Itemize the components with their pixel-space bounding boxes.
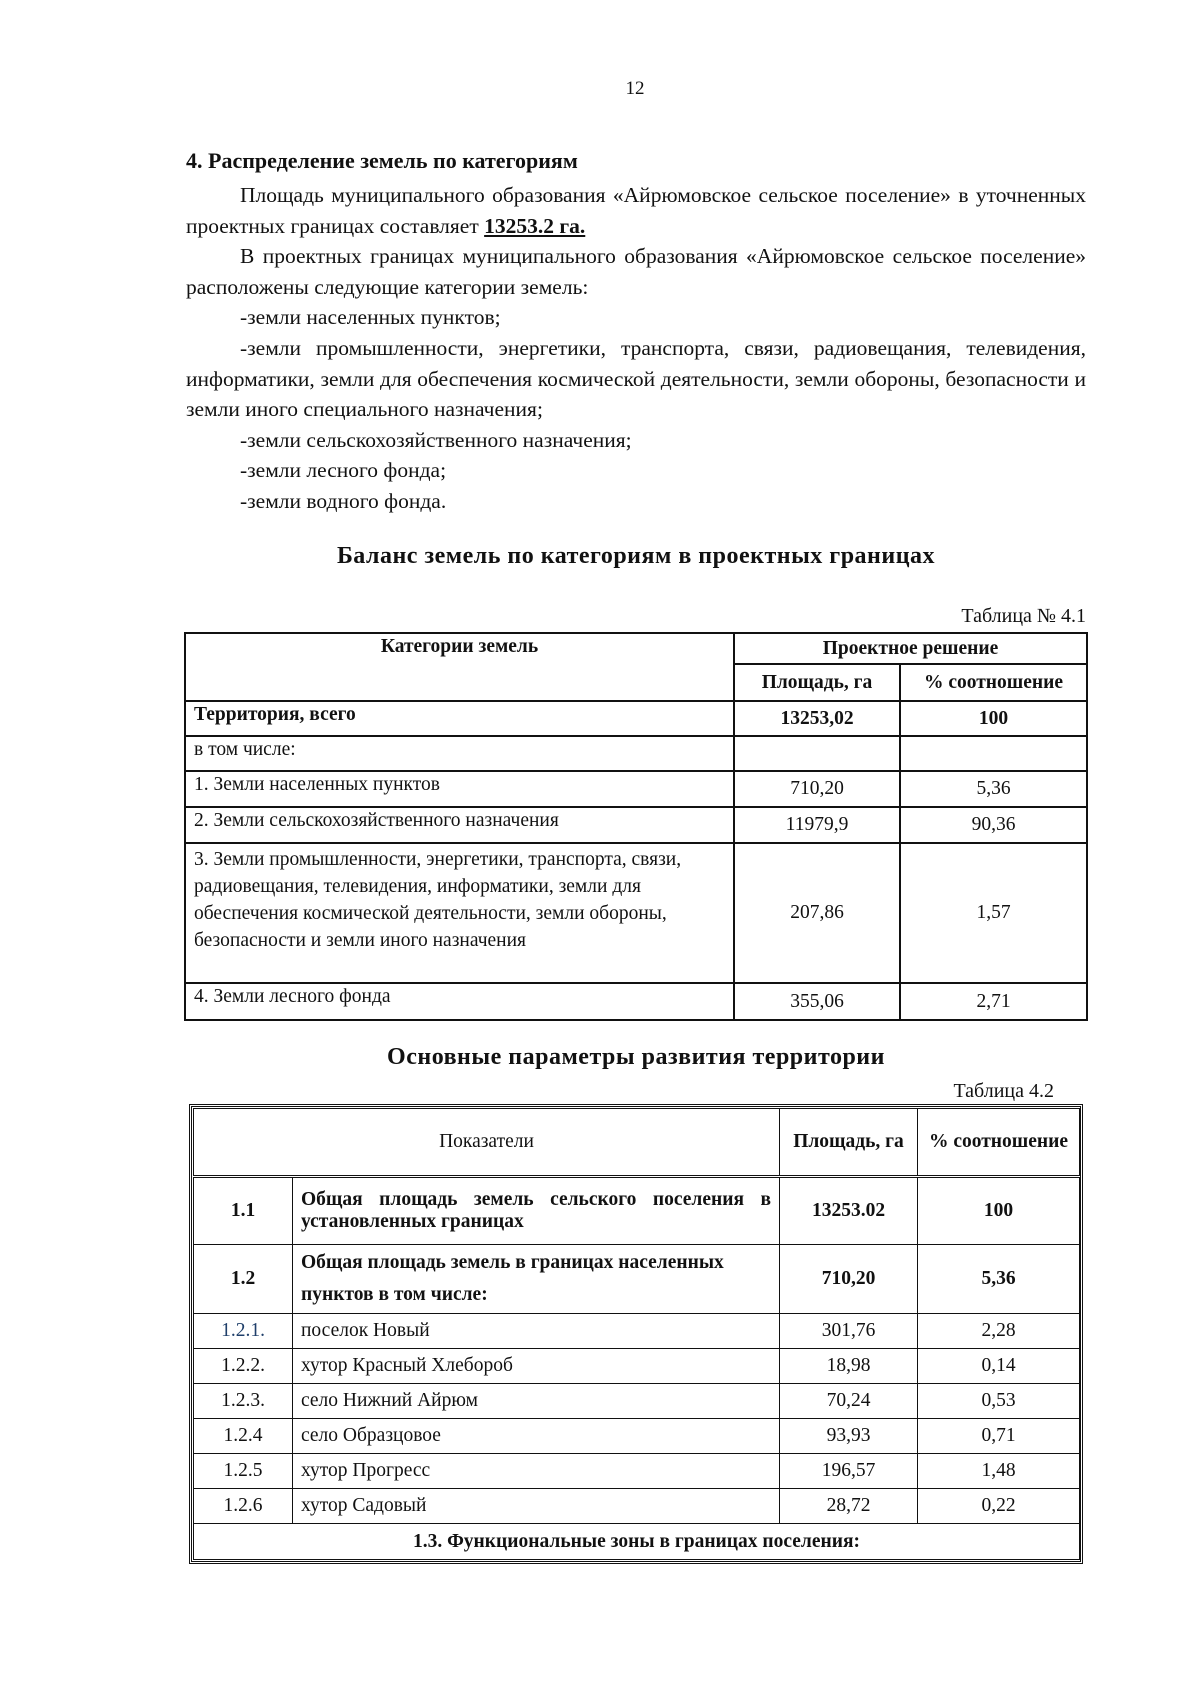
row-percent: 100 — [900, 701, 1087, 736]
table-row — [194, 1177, 1080, 1245]
table-row — [185, 843, 1087, 983]
row-percent: 0,71 — [918, 1419, 1080, 1454]
table2-caption: Таблица 4.2 — [953, 1080, 1054, 1102]
table-row — [194, 1454, 1080, 1489]
row-area: 355,06 — [734, 983, 900, 1020]
row-area: 207,86 — [734, 843, 900, 983]
row-area: 710,20 — [780, 1245, 918, 1314]
list-item: -земли промышленности, энергетики, транспорта, связи, радиовещания, телевидения, информатики, земли для обеспечения космической деятельности, земли обороны, безопасности и земли иного специального назначения; — [186, 335, 1086, 422]
row-percent: 0,22 — [918, 1489, 1080, 1524]
table-row — [194, 1245, 1080, 1314]
table2-title: Основные параметры развития территории — [387, 1044, 885, 1070]
table-row — [194, 1419, 1080, 1454]
paragraph-categories: В проектных границах муниципального образования «Айрюмовское сельское поселение» расположены следующие категории земель: — [186, 244, 1086, 299]
table-row — [194, 1314, 1080, 1349]
table1-caption: Таблица № 4.1 — [961, 605, 1086, 627]
row-label: село Образцовое — [293, 1419, 780, 1454]
row-area: 93,93 — [780, 1419, 918, 1454]
development-parameters-table — [189, 1104, 1083, 1564]
functional-zones-row: 1.3. Функциональные зоны в границах поселения: — [194, 1524, 1080, 1560]
row-label: Общая площадь земель в границах населенных пунктов в том числе: — [293, 1245, 780, 1314]
table-row — [185, 983, 1087, 1020]
row-number: 1.2.5 — [194, 1454, 293, 1489]
header-category: Категории земель — [185, 633, 734, 701]
row-area: 28,72 — [780, 1489, 918, 1524]
row-percent: 90,36 — [900, 807, 1087, 843]
row-number: 1.2.6 — [194, 1489, 293, 1524]
row-label: в том числе: — [185, 736, 734, 771]
row-number: 1.2.2. — [194, 1349, 293, 1384]
row-area: 13253.02 — [780, 1177, 918, 1245]
row-label: хутор Красный Хлебороб — [293, 1349, 780, 1384]
row-area: 70,24 — [780, 1384, 918, 1419]
row-area: 18,98 — [780, 1349, 918, 1384]
table-footer-row — [194, 1524, 1080, 1560]
row-label: село Нижний Айрюм — [293, 1384, 780, 1419]
header-percent: % соотношение — [918, 1109, 1080, 1177]
table-row — [194, 1384, 1080, 1419]
row-label: 4. Земли лесного фонда — [185, 983, 734, 1020]
row-percent: 5,36 — [918, 1245, 1080, 1314]
row-percent: 0,53 — [918, 1384, 1080, 1419]
row-label: Территория, всего — [185, 701, 734, 736]
list-item: -земли сельскохозяйственного назначения; — [240, 427, 632, 452]
header-percent: % соотношение — [900, 664, 1087, 701]
row-area — [734, 736, 900, 771]
row-percent: 2,71 — [900, 983, 1087, 1020]
land-balance-table — [184, 632, 1088, 1021]
row-number: 1.2 — [194, 1245, 293, 1314]
total-area-value: 13253.2 га. — [484, 213, 586, 238]
row-percent: 0,14 — [918, 1349, 1080, 1384]
list-item: -земли населенных пунктов; — [240, 305, 501, 330]
table-row — [194, 1489, 1080, 1524]
row-area: 710,20 — [734, 771, 900, 807]
table-row — [194, 1349, 1080, 1384]
row-label: 1. Земли населенных пунктов — [185, 771, 734, 807]
table-header-row — [194, 1109, 1080, 1177]
row-area: 196,57 — [780, 1454, 918, 1489]
row-number: 1.2.1. — [194, 1314, 293, 1349]
row-label: 3. Земли промышленности, энергетики, транспорта, связи, радиовещания, телевидения, информатики, земли для обеспечения космической деятельности, земли обороны, безопасности и земли иного назначения — [185, 843, 734, 983]
row-area: 13253,02 — [734, 701, 900, 736]
row-percent: 1,57 — [900, 843, 1087, 983]
list-item: -земли лесного фонда; — [240, 458, 447, 483]
row-percent: 5,36 — [900, 771, 1087, 807]
header-indicators: Показатели — [194, 1109, 780, 1177]
row-percent: 2,28 — [918, 1314, 1080, 1349]
row-percent — [900, 736, 1087, 771]
table-row — [185, 701, 1087, 736]
list-item: -земли водного фонда. — [240, 488, 447, 513]
row-label: поселок Новый — [293, 1314, 780, 1349]
row-percent: 100 — [918, 1177, 1080, 1245]
table-row — [185, 771, 1087, 807]
row-number: 1.2.4 — [194, 1419, 293, 1454]
row-number: 1.2.3. — [194, 1384, 293, 1419]
table-row — [185, 807, 1087, 843]
parameters-table-body — [193, 1108, 1080, 1560]
table-row — [185, 736, 1087, 771]
section-body — [186, 180, 1086, 517]
row-label: хутор Садовый — [293, 1489, 780, 1524]
row-number: 1.1 — [194, 1177, 293, 1245]
row-area: 11979,9 — [734, 807, 900, 843]
row-label: 2. Земли сельскохозяйственного назначения — [185, 807, 734, 843]
row-area: 301,76 — [780, 1314, 918, 1349]
paragraph-area — [186, 180, 1086, 241]
table-header-row — [185, 633, 1087, 664]
page-number: 12 — [625, 78, 645, 99]
row-label: Общая площадь земель сельского поселения в установленных границах — [293, 1177, 780, 1245]
paragraph-text: Площадь муниципального образования «Айрюмовское сельское поселение» в уточненных проектных границах составляет — [186, 183, 1086, 238]
section-heading: 4. Распределение земель по категориям — [186, 148, 578, 173]
header-area: Площадь, га — [734, 664, 900, 701]
header-area: Площадь, га — [780, 1109, 918, 1177]
header-group: Проектное решение — [734, 633, 1087, 664]
row-percent: 1,48 — [918, 1454, 1080, 1489]
row-label: хутор Прогресс — [293, 1454, 780, 1489]
table1-title: Баланс земель по категориям в проектных границах — [336, 543, 936, 569]
